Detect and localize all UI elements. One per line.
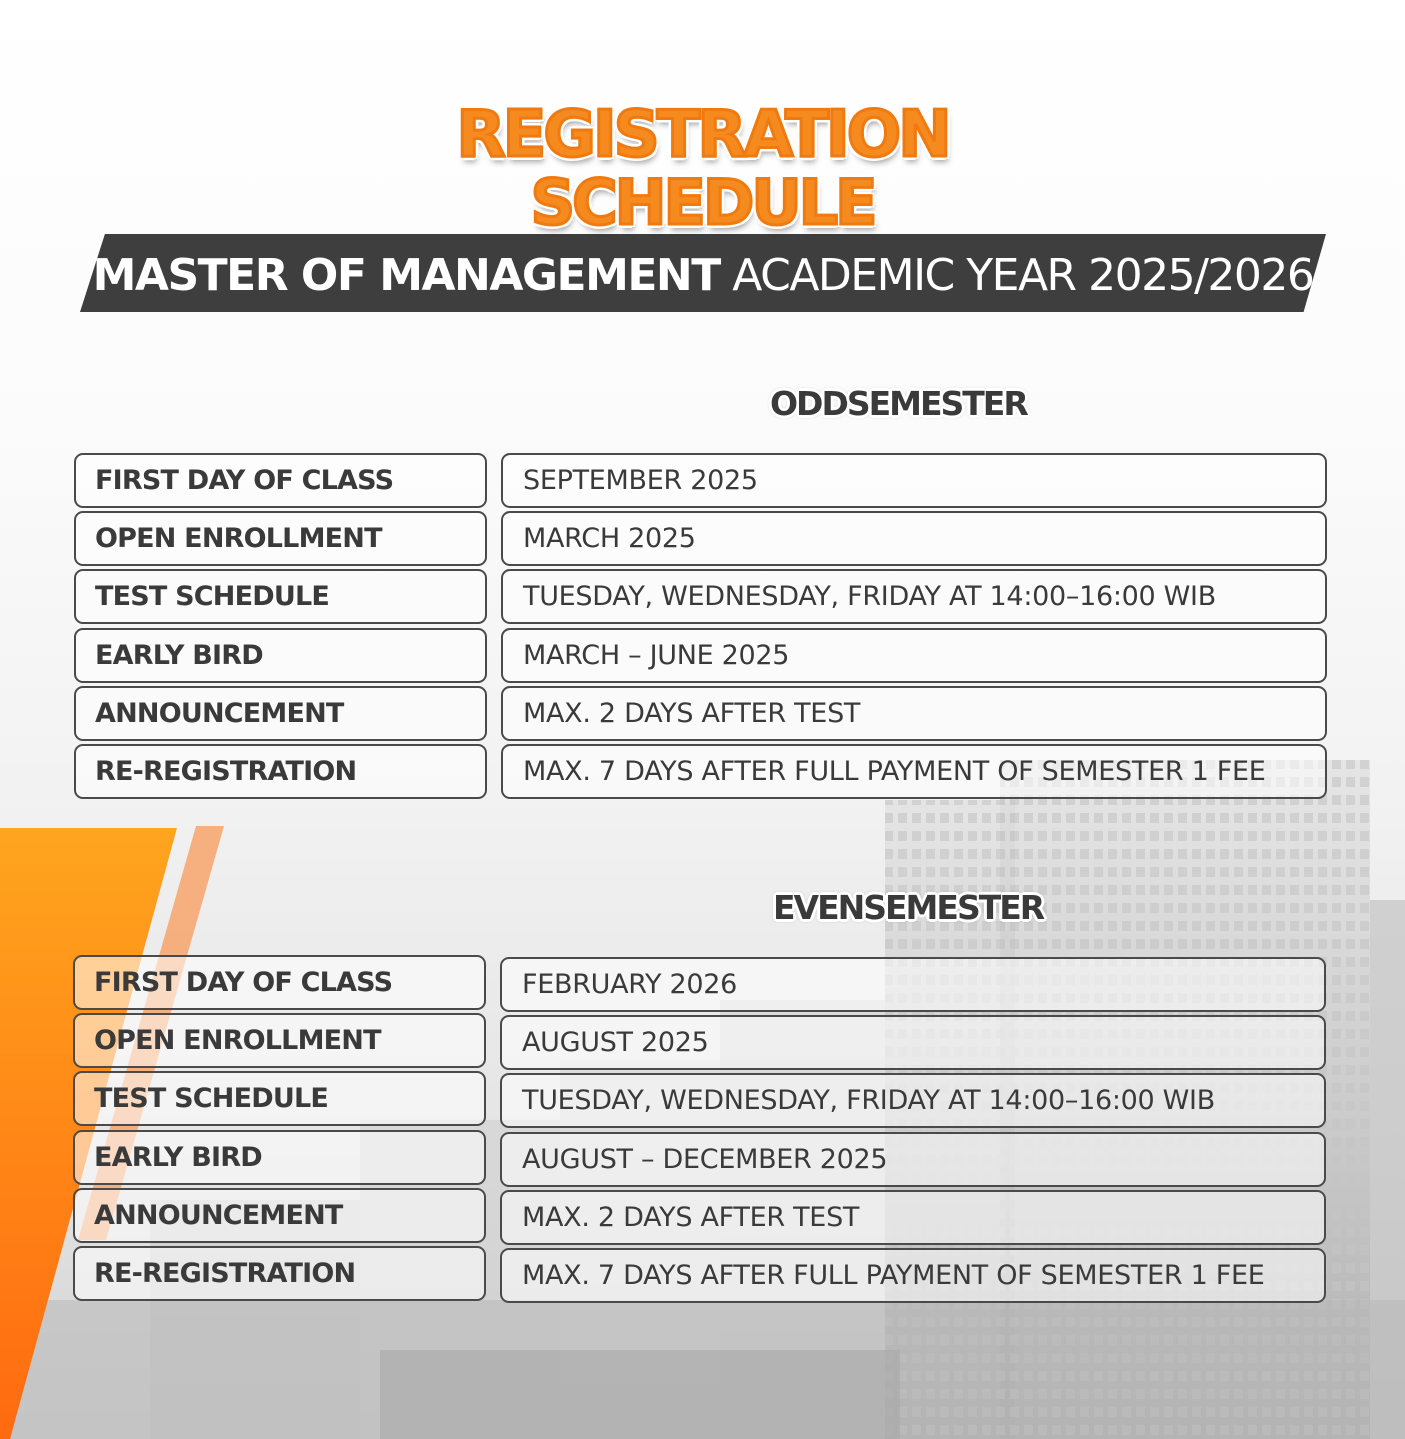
academic-year: ACADEMIC YEAR 2025/2026 [732, 250, 1314, 301]
program-banner-text [80, 248, 1326, 304]
even-row-label: RE-REGISTRATION [73, 1246, 486, 1301]
odd-row-value: MARCH 2025 [501, 511, 1327, 566]
even-row-label: EARLY BIRD [73, 1130, 486, 1185]
even-row-value: MAX. 7 DAYS AFTER FULL PAYMENT OF SEMESTER 1 FEE [500, 1248, 1326, 1303]
even-row-label: OPEN ENROLLMENT [73, 1013, 486, 1068]
title-line-2: SCHEDULE [530, 166, 875, 239]
registration-schedule-title [0, 100, 1405, 238]
program-name: MASTER OF MANAGEMENT [92, 250, 720, 301]
even-label: EVEN [773, 888, 864, 927]
odd-row-label: EARLY BIRD [74, 628, 487, 683]
even-row-label: TEST SCHEDULE [73, 1071, 486, 1126]
odd-row-label: FIRST DAY OF CLASS [74, 453, 487, 508]
even-semester-heading [773, 888, 1043, 928]
odd-row-value: SEPTEMBER 2025 [501, 453, 1327, 508]
odd-label: ODD [770, 384, 847, 423]
even-row-value: TUESDAY, WEDNESDAY, FRIDAY AT 14:00–16:00 WIB [500, 1073, 1326, 1128]
even-row-value: AUGUST – DECEMBER 2025 [500, 1132, 1326, 1187]
even-row-value: AUGUST 2025 [500, 1015, 1326, 1070]
semester-label: SEMESTER [846, 384, 1027, 423]
title-line-1: REGISTRATION [456, 98, 949, 172]
even-row-label: ANNOUNCEMENT [73, 1188, 486, 1243]
odd-row-label: RE-REGISTRATION [74, 744, 487, 799]
odd-semester-heading [770, 384, 1027, 424]
even-row-label: FIRST DAY OF CLASS [73, 955, 486, 1010]
even-row-value: FEBRUARY 2026 [500, 957, 1326, 1012]
odd-row-label: ANNOUNCEMENT [74, 686, 487, 741]
odd-row-value: MAX. 7 DAYS AFTER FULL PAYMENT OF SEMESTER 1 FEE [501, 744, 1327, 799]
even-row-value: MAX. 2 DAYS AFTER TEST [500, 1190, 1326, 1245]
odd-row-value: TUESDAY, WEDNESDAY, FRIDAY AT 14:00–16:00 WIB [501, 569, 1327, 624]
odd-row-label: OPEN ENROLLMENT [74, 511, 487, 566]
semester-label: SEMESTER [863, 888, 1044, 927]
odd-row-value: MARCH – JUNE 2025 [501, 628, 1327, 683]
odd-row-label: TEST SCHEDULE [74, 569, 487, 624]
odd-row-value: MAX. 2 DAYS AFTER TEST [501, 686, 1327, 741]
